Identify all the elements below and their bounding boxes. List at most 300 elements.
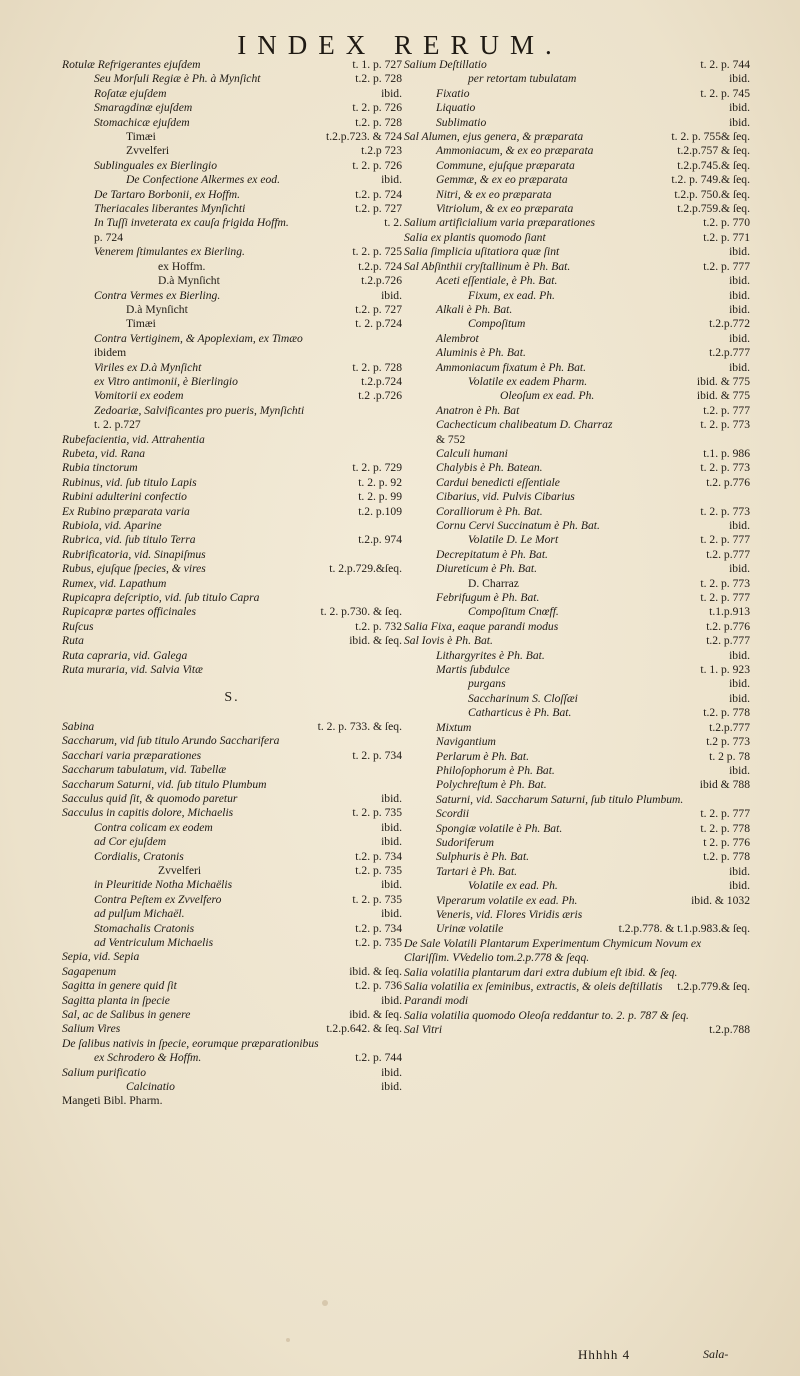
- entry-term: Urinæ volatile: [436, 922, 504, 936]
- index-entry: [62, 1051, 402, 1065]
- index-entry: [404, 332, 750, 346]
- entry-term: Compoſitum: [468, 317, 526, 331]
- foxing-spot: [322, 1300, 328, 1306]
- index-entry: [62, 260, 402, 274]
- entry-reference: t. 2.: [384, 216, 402, 230]
- entry-term: Sacchari varia præparationes: [62, 748, 202, 762]
- entry-term: Chalybis è Ph. Batean.: [436, 461, 543, 475]
- index-entry: [404, 807, 750, 821]
- entry-reference: ibid.: [729, 302, 750, 316]
- index-entry: [404, 72, 750, 86]
- index-entry: [404, 908, 750, 922]
- index-entry: [62, 202, 402, 216]
- entry-term: t. 2. p.727: [94, 418, 141, 432]
- index-entry: [62, 361, 402, 375]
- entry-reference: t.2.p. 750.& ſeq.: [674, 187, 750, 201]
- entry-reference: ibid.: [381, 1065, 402, 1079]
- index-entry: [62, 907, 402, 921]
- index-entry: [62, 1080, 402, 1094]
- index-entry: [404, 361, 750, 375]
- index-entry: [404, 260, 750, 274]
- entry-term: Compoſitum Cnœff.: [468, 605, 559, 619]
- index-entry: [62, 936, 402, 950]
- entry-reference: ibid.: [729, 115, 750, 129]
- entry-reference: t.2.p.778. & t.1.p.983.& ſeq.: [618, 922, 750, 936]
- entry-term: Sublinguales ex Bierlingio: [94, 158, 218, 172]
- entry-reference: t.2.p.723. & 724: [325, 130, 402, 144]
- entry-term: Sal Alumen, ejus genera, & præparata: [404, 130, 584, 144]
- entry-reference: ibid.: [381, 820, 402, 834]
- entry-term: Viperarum volatile ex ead. Ph.: [436, 893, 578, 907]
- entry-term: Cordialis, Cratonis: [94, 849, 184, 863]
- entry-term: In Tuſſi inveterata ex cauſa frigida Hoffm.: [94, 216, 289, 230]
- index-entry: [404, 980, 750, 1009]
- entry-term: Salia volatilia plantarum dari extra dubium eſt ibid. & ſeq.: [404, 965, 678, 979]
- entry-reference: t.2. p. 727: [355, 202, 402, 216]
- entry-reference: t.2. p. 778: [703, 706, 750, 720]
- entry-term: Sagitta in genere quid ſit: [62, 979, 177, 993]
- entry-term: Ruta capraria, vid. Galega: [62, 648, 188, 662]
- entry-reference: ibid. & 775: [696, 389, 750, 403]
- entry-reference: t. 2. p. 773: [700, 504, 750, 518]
- index-entry: [62, 979, 402, 993]
- entry-reference: t.2 p. 773: [706, 735, 750, 749]
- entry-reference: t. 2. p. 725: [352, 245, 402, 259]
- index-entry: [404, 822, 750, 836]
- entry-reference: ibid.: [729, 331, 750, 345]
- entry-term: Ammoniacum, & ex eo præparata: [436, 144, 594, 158]
- entry-reference: t. 2. p. 728: [352, 360, 402, 374]
- index-entry: [62, 58, 402, 72]
- index-entry: [62, 792, 402, 806]
- entry-term: Ruta: [62, 634, 84, 648]
- entry-reference: t. 2. p. 744: [700, 58, 750, 71]
- entry-term: Salia ex plantis quomodo ſiant: [404, 230, 546, 244]
- entry-reference: t.2. p. 771: [703, 230, 750, 244]
- index-entry: [62, 389, 402, 403]
- index-entry: [62, 1094, 402, 1108]
- entry-term: Contra colicam ex eodem: [94, 820, 213, 834]
- entry-reference: t. 2. p.724: [355, 317, 402, 331]
- entry-term: Saccharum tabulatum, vid. Tabellæ: [62, 763, 227, 777]
- entry-reference: t.2.p.777: [709, 346, 750, 360]
- entry-reference: ibid.: [729, 274, 750, 288]
- entry-term: Polychreſtum è Ph. Bat.: [436, 778, 547, 792]
- entry-reference: t.2. p.777: [706, 634, 750, 648]
- entry-term: Ruſcus: [62, 619, 94, 633]
- entry-reference: t. 2. p. 735: [352, 892, 402, 906]
- entry-term: De Confectione Alkermes ex eod.: [126, 173, 280, 187]
- entry-reference: ibid.: [729, 72, 750, 86]
- section-letter: S.: [224, 690, 240, 706]
- index-entry: [62, 418, 402, 432]
- index-entry: [404, 130, 750, 144]
- index-entry: [404, 865, 750, 879]
- entry-term: Sagitta planta in ſpecie: [62, 993, 170, 1007]
- entry-term: Cibarius, vid. Pulvis Cibarius: [436, 490, 575, 504]
- entry-term: D.à Mynſicht: [158, 274, 220, 288]
- index-entry: [62, 461, 402, 475]
- signature-mark: Hhhhh 4: [578, 1347, 631, 1362]
- index-entry: [62, 649, 402, 663]
- entry-reference: t. 2. p. 773: [700, 461, 750, 475]
- entry-term: Viriles ex D.à Mynſicht: [94, 360, 202, 374]
- entry-term: Smaragdinæ ejuſdem: [94, 101, 193, 115]
- foxing-spot: [286, 1338, 290, 1342]
- entry-reference: ibid.: [729, 879, 750, 893]
- index-entry: [404, 216, 750, 230]
- entry-reference: t.2. p. 736: [355, 979, 402, 993]
- entry-reference: t. 2. p. 99: [358, 490, 402, 504]
- index-entry: [404, 692, 750, 706]
- entry-term: Saccharinum S. Cloſſæi: [468, 691, 578, 705]
- index-entry: [62, 87, 402, 101]
- entry-term: Sacculus quid ſit, & quomodo paretur: [62, 791, 238, 805]
- entry-term: Rupicapra deſcriptio, vid. ſub titulo Capra: [62, 591, 260, 605]
- index-entry: [62, 577, 402, 591]
- entry-term: Salia volatilia quomodo Oleoſa reddantur to. 2. p. 787 & ſeq.: [404, 1008, 689, 1022]
- entry-reference: t.2. p. 770: [703, 216, 750, 230]
- entry-reference: t. 2. p.730. & ſeq.: [320, 605, 402, 619]
- index-entry: [62, 332, 402, 346]
- index-entry: [404, 620, 750, 634]
- entry-reference: ibid.: [729, 677, 750, 691]
- entry-reference: t.2.p.642. & ſeq.: [326, 1022, 402, 1036]
- index-entry: [404, 389, 750, 403]
- entry-reference: ibid.: [729, 360, 750, 374]
- entry-term: Rubinus, vid. ſub titulo Lapis: [62, 475, 197, 489]
- entry-reference: t.2. p.776: [706, 619, 750, 633]
- entry-reference: t. 2.p.729.&ſeq.: [329, 562, 402, 576]
- index-entry: [404, 577, 750, 591]
- index-entry: [62, 1066, 402, 1080]
- index-entry: [62, 663, 402, 677]
- entry-term: Theriacales liberantes Mynſichti: [94, 202, 246, 216]
- index-entry: [62, 116, 402, 130]
- index-entry: [62, 922, 402, 936]
- entry-reference: ibid.: [381, 1080, 402, 1094]
- entry-reference: ibid. & 775: [696, 374, 750, 388]
- entry-term: Ammoniacum fixatum è Ph. Bat.: [436, 360, 587, 374]
- entry-reference: t.2.p 723: [361, 144, 402, 158]
- entry-reference: t.2.p.724: [361, 374, 402, 388]
- entry-term: Rubini adulterini confectio: [62, 490, 187, 504]
- entry-reference: t.2.p.726: [361, 274, 402, 288]
- entry-term: Coralliorum è Ph. Bat.: [436, 504, 543, 518]
- entry-term: Calculi humani: [436, 446, 508, 460]
- entry-reference: t.2.p.779.& ſeq.: [677, 980, 750, 993]
- index-entry: [62, 130, 402, 144]
- entry-term: Salium Deſtillatio: [404, 58, 487, 71]
- index-entry: [62, 289, 402, 303]
- index-entry: [62, 1037, 402, 1051]
- entry-reference: t.2. p.777: [706, 547, 750, 561]
- entry-term: Anatron è Ph. Bat: [436, 403, 520, 417]
- entry-reference: t.2.p.788: [709, 1023, 750, 1037]
- index-entry: [62, 404, 402, 418]
- entry-term: Saccharum, vid ſub titulo Arundo Saccharifera: [62, 734, 280, 748]
- entry-reference: t.2. p. 777: [703, 259, 750, 273]
- index-entry: [404, 490, 750, 504]
- entry-reference: t 2. p. 776: [703, 835, 750, 849]
- entry-term: Seu Morſuli Regiæ è Ph. à Mynſicht: [94, 72, 261, 86]
- index-entry: [62, 476, 402, 490]
- index-entry: [404, 418, 750, 432]
- index-entry: [62, 821, 402, 835]
- entry-term: Timæi: [126, 130, 156, 144]
- index-entry: [62, 173, 402, 187]
- left-column: [62, 58, 402, 1109]
- index-entry: [62, 231, 402, 245]
- index-entry: [404, 447, 750, 461]
- index-entry: [404, 1009, 750, 1023]
- index-entry: [62, 216, 402, 230]
- entry-reference: t. 2. p. 726: [352, 101, 402, 115]
- entry-term: Diureticum è Ph. Bat.: [436, 562, 537, 576]
- entry-term: Cardui benedicti eſſentiale: [436, 475, 560, 489]
- index-entry: [62, 101, 402, 115]
- entry-reference: t.2. p. 728: [355, 72, 402, 86]
- index-entry: [404, 58, 750, 72]
- index-entry: [404, 317, 750, 331]
- index-entry: [62, 620, 402, 634]
- entry-reference: t. 2. p. 92: [358, 475, 402, 489]
- index-entry: [62, 72, 402, 86]
- entry-term: Rotulæ Refrigerantes ejuſdem: [62, 58, 201, 71]
- entry-term: per retortam tubulatam: [468, 72, 577, 86]
- entry-term: Cachecticum chalibeatum D. Charraz: [436, 418, 613, 432]
- index-entry: [404, 634, 750, 648]
- entry-term: Salium purificatio: [62, 1065, 147, 1079]
- entry-term: ad Cor ejuſdem: [94, 835, 167, 849]
- entry-term: Sal Iovis è Ph. Bat.: [404, 634, 493, 648]
- entry-term: Febrifugum è Ph. Bat.: [436, 591, 540, 605]
- entry-reference: t. 2. p. 773: [700, 418, 750, 432]
- entry-reference: ibid. & ſeq.: [349, 964, 402, 978]
- index-entry: [62, 864, 402, 878]
- index-entry: [62, 778, 402, 792]
- entry-term: Salium Vires: [62, 1022, 121, 1036]
- index-entry: [62, 806, 402, 820]
- index-entry: [62, 533, 402, 547]
- index-entry: [404, 116, 750, 130]
- entry-reference: t. 2. p. 778: [700, 821, 750, 835]
- entry-term: Decrepitatum è Ph. Bat.: [436, 547, 548, 561]
- index-entry: [62, 835, 402, 849]
- entry-term: Sepia, vid. Sepia: [62, 950, 140, 964]
- entry-term: Salium artificialium varia præparationes: [404, 216, 595, 230]
- entry-reference: t.2. p. 735: [355, 863, 402, 877]
- entry-term: Martis ſubdulce: [436, 663, 510, 677]
- index-entry: [404, 231, 750, 245]
- entry-term: Timæi: [126, 317, 156, 331]
- entry-term: Gemmæ, & ex eo præparata: [436, 173, 568, 187]
- entry-reference: t.2.p. 724: [358, 259, 402, 273]
- entry-term: Zvvelferi: [126, 144, 170, 158]
- index-entry: [62, 591, 402, 605]
- entry-term: Stomachicæ ejuſdem: [94, 115, 190, 129]
- entry-reference: t.2. p.776: [706, 475, 750, 489]
- entry-reference: t. 2. p. 735: [352, 806, 402, 820]
- entry-term: Mangeti Bibl. Pharm.: [62, 1094, 163, 1108]
- index-entry: [404, 922, 750, 936]
- entry-reference: ibid.: [381, 835, 402, 849]
- entry-reference: t.2.p.772: [709, 317, 750, 331]
- entry-term: Sudoriferum: [436, 835, 494, 849]
- index-entry: [404, 764, 750, 778]
- index-entry: [62, 605, 402, 619]
- index-entry: [62, 994, 402, 1008]
- entry-term: Saturni, vid. Saccharum Saturni, ſub titulo Plumbum.: [436, 792, 684, 806]
- entry-term: Volatile ex ead. Ph.: [468, 879, 558, 893]
- entry-reference: t. 1. p. 727: [352, 58, 402, 71]
- entry-term: Rubia tinctorum: [62, 461, 138, 475]
- entry-reference: ibid.: [729, 519, 750, 532]
- index-entry: [62, 734, 402, 748]
- entry-term: Perlarum è Ph. Bat.: [436, 749, 530, 763]
- entry-term: Contra Vermes ex Bierling.: [94, 288, 221, 302]
- entry-term: Nitri, & ex eo præparata: [436, 187, 552, 201]
- index-entry: [62, 950, 402, 964]
- index-entry: [62, 763, 402, 777]
- entry-term: Lithargyrites è Ph. Bat.: [436, 648, 545, 662]
- index-entry: [404, 375, 750, 389]
- index-entry: [62, 245, 402, 259]
- entry-term: ad pulſum Michaël.: [94, 907, 185, 921]
- index-entry: [404, 836, 750, 850]
- entry-term: ibidem: [94, 346, 127, 360]
- entry-term: Oleoſum ex ead. Ph.: [500, 389, 595, 403]
- entry-term: Veneris, vid. Flores Viridis æris: [436, 907, 583, 921]
- entry-term: Ruta muraria, vid. Salvia Vitæ: [62, 663, 203, 677]
- entry-reference: ibid. & ſeq.: [349, 1008, 402, 1021]
- index-entry: [62, 505, 402, 519]
- index-entry: [62, 303, 402, 317]
- entry-reference: t.2. p. 744: [355, 1051, 402, 1065]
- entry-reference: t. 2 p. 78: [709, 749, 750, 763]
- entry-term: purgans: [468, 677, 506, 691]
- entry-term: Aluminis è Ph. Bat.: [436, 346, 526, 360]
- entry-term: Sublimatio: [436, 115, 487, 129]
- entry-term: Volatile D. Le Mort: [468, 533, 559, 547]
- entry-term: Mixtum: [436, 720, 472, 734]
- entry-term: Spongiæ volatile è Ph. Bat.: [436, 821, 563, 835]
- index-entry: [404, 433, 750, 447]
- index-entry: [404, 649, 750, 663]
- index-entry: [62, 634, 402, 648]
- entry-term: De Sale Volatili Plantarum Experimentum Chymicum Novum ex Clariſſim. VVedelio tom.2.p.778 & ſeqq.: [404, 936, 702, 965]
- index-entry: [62, 749, 402, 763]
- index-entry: [404, 188, 750, 202]
- left-entries-s: [62, 720, 402, 1109]
- entry-term: Philoſophorum è Ph. Bat.: [436, 763, 555, 777]
- entry-term: Contra Vertiginem, & Apoplexiam, ex Timæo: [94, 331, 303, 345]
- entry-term: ex Vitro antimonii, è Bierlingio: [94, 374, 238, 388]
- entry-term: Navigantium: [436, 735, 496, 749]
- index-entry: [404, 346, 750, 360]
- index-entry: [404, 101, 750, 115]
- entry-term: in Pleuritide Notha Michaëlis: [94, 878, 233, 892]
- entry-term: Sal Vitri: [404, 1023, 443, 1037]
- index-entry: [404, 735, 750, 749]
- entry-reference: t. 2. p. 734: [352, 748, 402, 762]
- catchword: Sala-: [703, 1347, 729, 1361]
- index-entry: [404, 677, 750, 691]
- index-entry: [404, 505, 750, 519]
- entry-term: Sal Abſinthii cryſtallinum è Ph. Bat.: [404, 259, 571, 273]
- entry-term: Tartari è Ph. Bat.: [436, 864, 518, 878]
- entry-term: ex Hoffm.: [158, 259, 206, 273]
- entry-term: Alkali è Ph. Bat.: [436, 302, 513, 316]
- entry-reference: t. 2. p. 777: [700, 533, 750, 547]
- entry-reference: t. 1. p. 923: [700, 663, 750, 677]
- entry-term: Sabina: [62, 719, 95, 733]
- entry-term: Stomachalis Cratonis: [94, 921, 195, 935]
- left-entries: [62, 58, 402, 677]
- entry-reference: ibid.: [381, 878, 402, 892]
- index-entry: [404, 793, 750, 807]
- entry-term: Salia ſimplicia uſitatiora quæ ſint: [404, 245, 560, 259]
- entry-reference: t.2. p. 728: [355, 115, 402, 129]
- index-entry: [404, 850, 750, 864]
- entry-term: Rubeta, vid. Rana: [62, 446, 146, 460]
- entry-term: Ex Rubino præparata varia: [62, 504, 190, 518]
- index-entry: [404, 879, 750, 893]
- entry-reference: t.2.p.777: [709, 720, 750, 734]
- index-entry: [62, 720, 402, 734]
- index-entry: [62, 346, 402, 360]
- entry-term: Scordii: [436, 807, 470, 821]
- index-entry: [62, 878, 402, 892]
- index-entry: [404, 245, 750, 259]
- entry-term: Rumex, vid. Lapathum: [62, 576, 167, 590]
- index-entry: [404, 289, 750, 303]
- entry-term: Venerem ſtimulantes ex Bierling.: [94, 245, 245, 259]
- entry-reference: t. 2. p. 726: [352, 158, 402, 172]
- entry-reference: ibid.: [381, 791, 402, 805]
- entry-reference: t.2.p.745.& ſeq.: [677, 158, 750, 172]
- entry-term: Rubiola, vid. Aparine: [62, 519, 162, 532]
- index-entry: [404, 937, 750, 966]
- index-entry: [404, 706, 750, 720]
- index-entry: [404, 1023, 750, 1037]
- entry-term: Liquatio: [436, 101, 476, 115]
- entry-term: Zedoariæ, Salvificantes pro pueris, Mynſichti: [94, 403, 305, 417]
- entry-term: Roſatæ ejuſdem: [94, 86, 167, 100]
- entry-reference: ibid & 788: [699, 778, 750, 792]
- index-entry: [62, 562, 402, 576]
- entry-term: De ſalibus nativis in ſpecie, eorumque præparationibus: [62, 1036, 319, 1050]
- index-entry: [62, 490, 402, 504]
- index-entry: [404, 605, 750, 619]
- entry-reference: ibid.: [729, 562, 750, 576]
- entry-reference: ibid.: [381, 288, 402, 302]
- entry-term: & 752: [436, 432, 466, 446]
- entry-term: Salia Fixa, eaque parandi modus: [404, 619, 559, 633]
- index-entry: [404, 404, 750, 418]
- entry-reference: ibid.: [729, 648, 750, 662]
- entry-term: p. 724: [94, 230, 123, 244]
- entry-term: Vitriolum, & ex eo præparata: [436, 202, 574, 216]
- entry-reference: t.2.p.757 & ſeq.: [677, 144, 750, 158]
- entry-reference: t.2.p. 974: [358, 533, 402, 547]
- index-entry: [62, 548, 402, 562]
- index-entry: [404, 778, 750, 792]
- index-entry: [404, 894, 750, 908]
- index-entry: [404, 750, 750, 764]
- entry-term: Commune, ejuſque præparata: [436, 158, 575, 172]
- index-entry: [404, 461, 750, 475]
